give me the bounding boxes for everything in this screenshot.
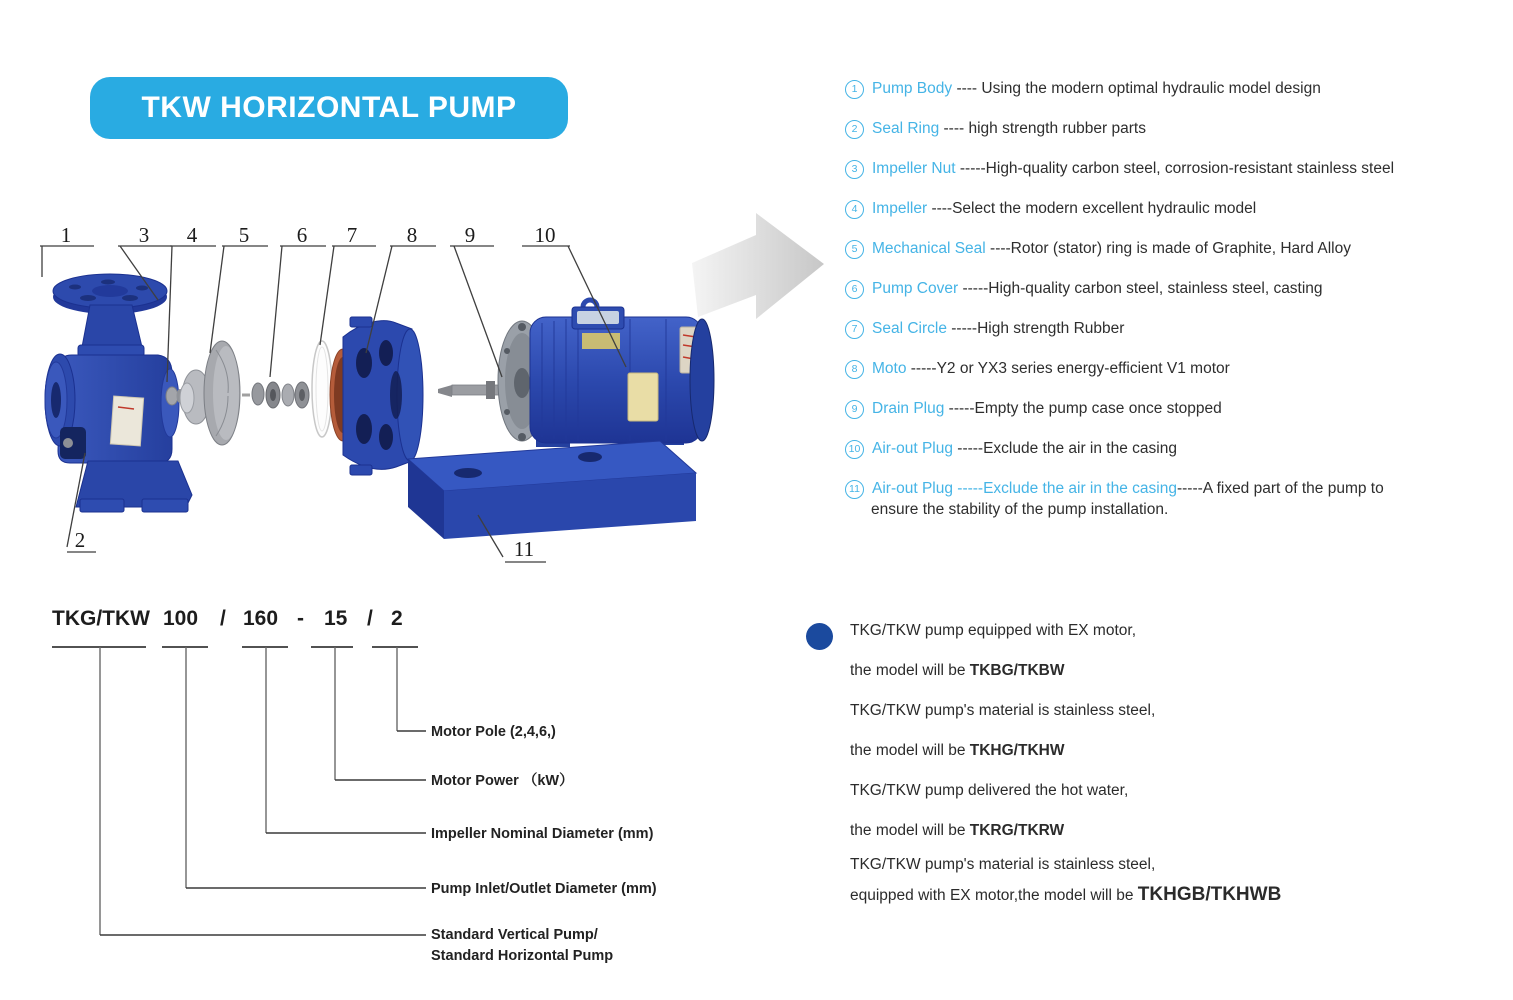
note-line: TKG/TKW pump's material is stainless steel,: [850, 702, 1156, 719]
bullet-circle-icon: [806, 623, 833, 650]
callout-2: 2: [74, 528, 86, 552]
code-separator: /: [367, 607, 373, 630]
callout-9: 9: [464, 223, 476, 247]
note-line: TKG/TKW pump delivered the hot water,: [850, 782, 1129, 799]
note-line: the model will be TKHG/TKHW: [850, 742, 1065, 759]
list-item: 6 Pump Cover -----High-quality carbon steel, stainless steel, casting: [845, 280, 1323, 299]
label-impeller-diameter: Impeller Nominal Diameter (mm): [431, 826, 654, 842]
label-motor-power: Motor Power （kW）: [431, 773, 574, 789]
circled-number-icon: 2: [845, 120, 864, 139]
code-segment-series: TKG/TKW: [52, 607, 150, 630]
circled-number-icon: 6: [845, 280, 864, 299]
list-item: 7 Seal Circle -----High strength Rubber: [845, 320, 1124, 339]
code-separator: /: [220, 607, 226, 630]
circled-number-icon: 1: [845, 80, 864, 99]
impeller-illustration: [180, 341, 240, 445]
list-item: 1 Pump Body ---- Using the modern optimal hydraulic model design: [845, 80, 1321, 99]
list-item: 10 Air-out Plug -----Exclude the air in the casing: [845, 440, 1177, 459]
code-segment-pole: 2: [391, 607, 403, 630]
motor-illustration: [438, 300, 714, 447]
note-line: the model will be TKRG/TKRW: [850, 822, 1065, 839]
pump-cover-illustration: [330, 317, 423, 475]
callout-4: 4: [186, 223, 198, 247]
base-plate-illustration: [408, 441, 696, 539]
list-item: 11 Air-out Plug -----Exclude the air in the casing -----A fixed part of the pump to: [845, 480, 1384, 499]
circled-number-icon: 8: [845, 360, 864, 379]
model-code-tree-lines: [52, 647, 426, 935]
pump-exploded-diagram: [30, 205, 840, 570]
callout-10: 10: [534, 223, 556, 247]
model-code-segments: [52, 607, 403, 630]
callout-11: 11: [513, 537, 535, 561]
list-item: 9 Drain Plug -----Empty the pump case once stopped: [845, 400, 1222, 419]
circled-number-icon: 11: [845, 480, 864, 499]
page-title: TKW HORIZONTAL PUMP: [141, 91, 517, 124]
note-line: TKG/TKW pump's material is stainless steel,: [850, 856, 1156, 873]
code-segment-power: 15: [324, 607, 348, 630]
circled-number-icon: 9: [845, 400, 864, 419]
callout-6: 6: [296, 223, 308, 247]
circled-number-icon: 4: [845, 200, 864, 219]
code-segment-inlet: 100: [163, 607, 199, 630]
title-banner: [90, 77, 568, 139]
list-item: 2 Seal Ring ---- high strength rubber parts: [845, 120, 1146, 139]
callout-3: 3: [138, 223, 150, 247]
list-item: 3 Impeller Nut -----High-quality carbon steel, corrosion-resistant stainless steel: [845, 160, 1394, 179]
code-segment-impeller: 160: [243, 607, 279, 630]
model-code-labels: [431, 724, 657, 964]
label-inlet-diameter: Pump Inlet/Outlet Diameter (mm): [431, 881, 657, 897]
circled-number-icon: 5: [845, 240, 864, 259]
note-line: the model will be TKBG/TKBW: [850, 662, 1065, 679]
label-motor-pole: Motor Pole (2,4,6,): [431, 724, 556, 740]
note-line: TKG/TKW pump equipped with EX motor,: [850, 622, 1137, 639]
callout-8: 8: [406, 223, 418, 247]
label-standard-horizontal: Standard Horizontal Pump: [431, 948, 614, 964]
list-item: 5 Mechanical Seal ----Rotor (stator) ring is made of Graphite, Hard Alloy: [845, 240, 1351, 259]
label-standard-vertical: Standard Vertical Pump/: [431, 927, 598, 943]
arrow-right-icon: [692, 213, 824, 319]
callout-5: 5: [238, 223, 250, 247]
list-item: 4 Impeller ----Select the modern excellent hydraulic model: [845, 200, 1256, 219]
code-separator: -: [297, 607, 304, 630]
list-item-continuation: ensure the stability of the pump installation.: [871, 501, 1169, 518]
note-line: equipped with EX motor,the model will be TKHGB/TKHWB: [850, 884, 1282, 905]
circled-number-icon: 7: [845, 320, 864, 339]
seal-circle-illustration: [312, 341, 332, 437]
circled-number-icon: 10: [845, 440, 864, 459]
model-code-diagram: [40, 600, 740, 980]
mechanical-seal-illustration: [242, 382, 309, 408]
circled-number-icon: 3: [845, 160, 864, 179]
callout-1: 1: [60, 223, 72, 247]
callout-7: 7: [346, 223, 358, 247]
list-item: 8 Moto -----Y2 or YX3 series energy-efficient V1 motor: [845, 360, 1230, 379]
